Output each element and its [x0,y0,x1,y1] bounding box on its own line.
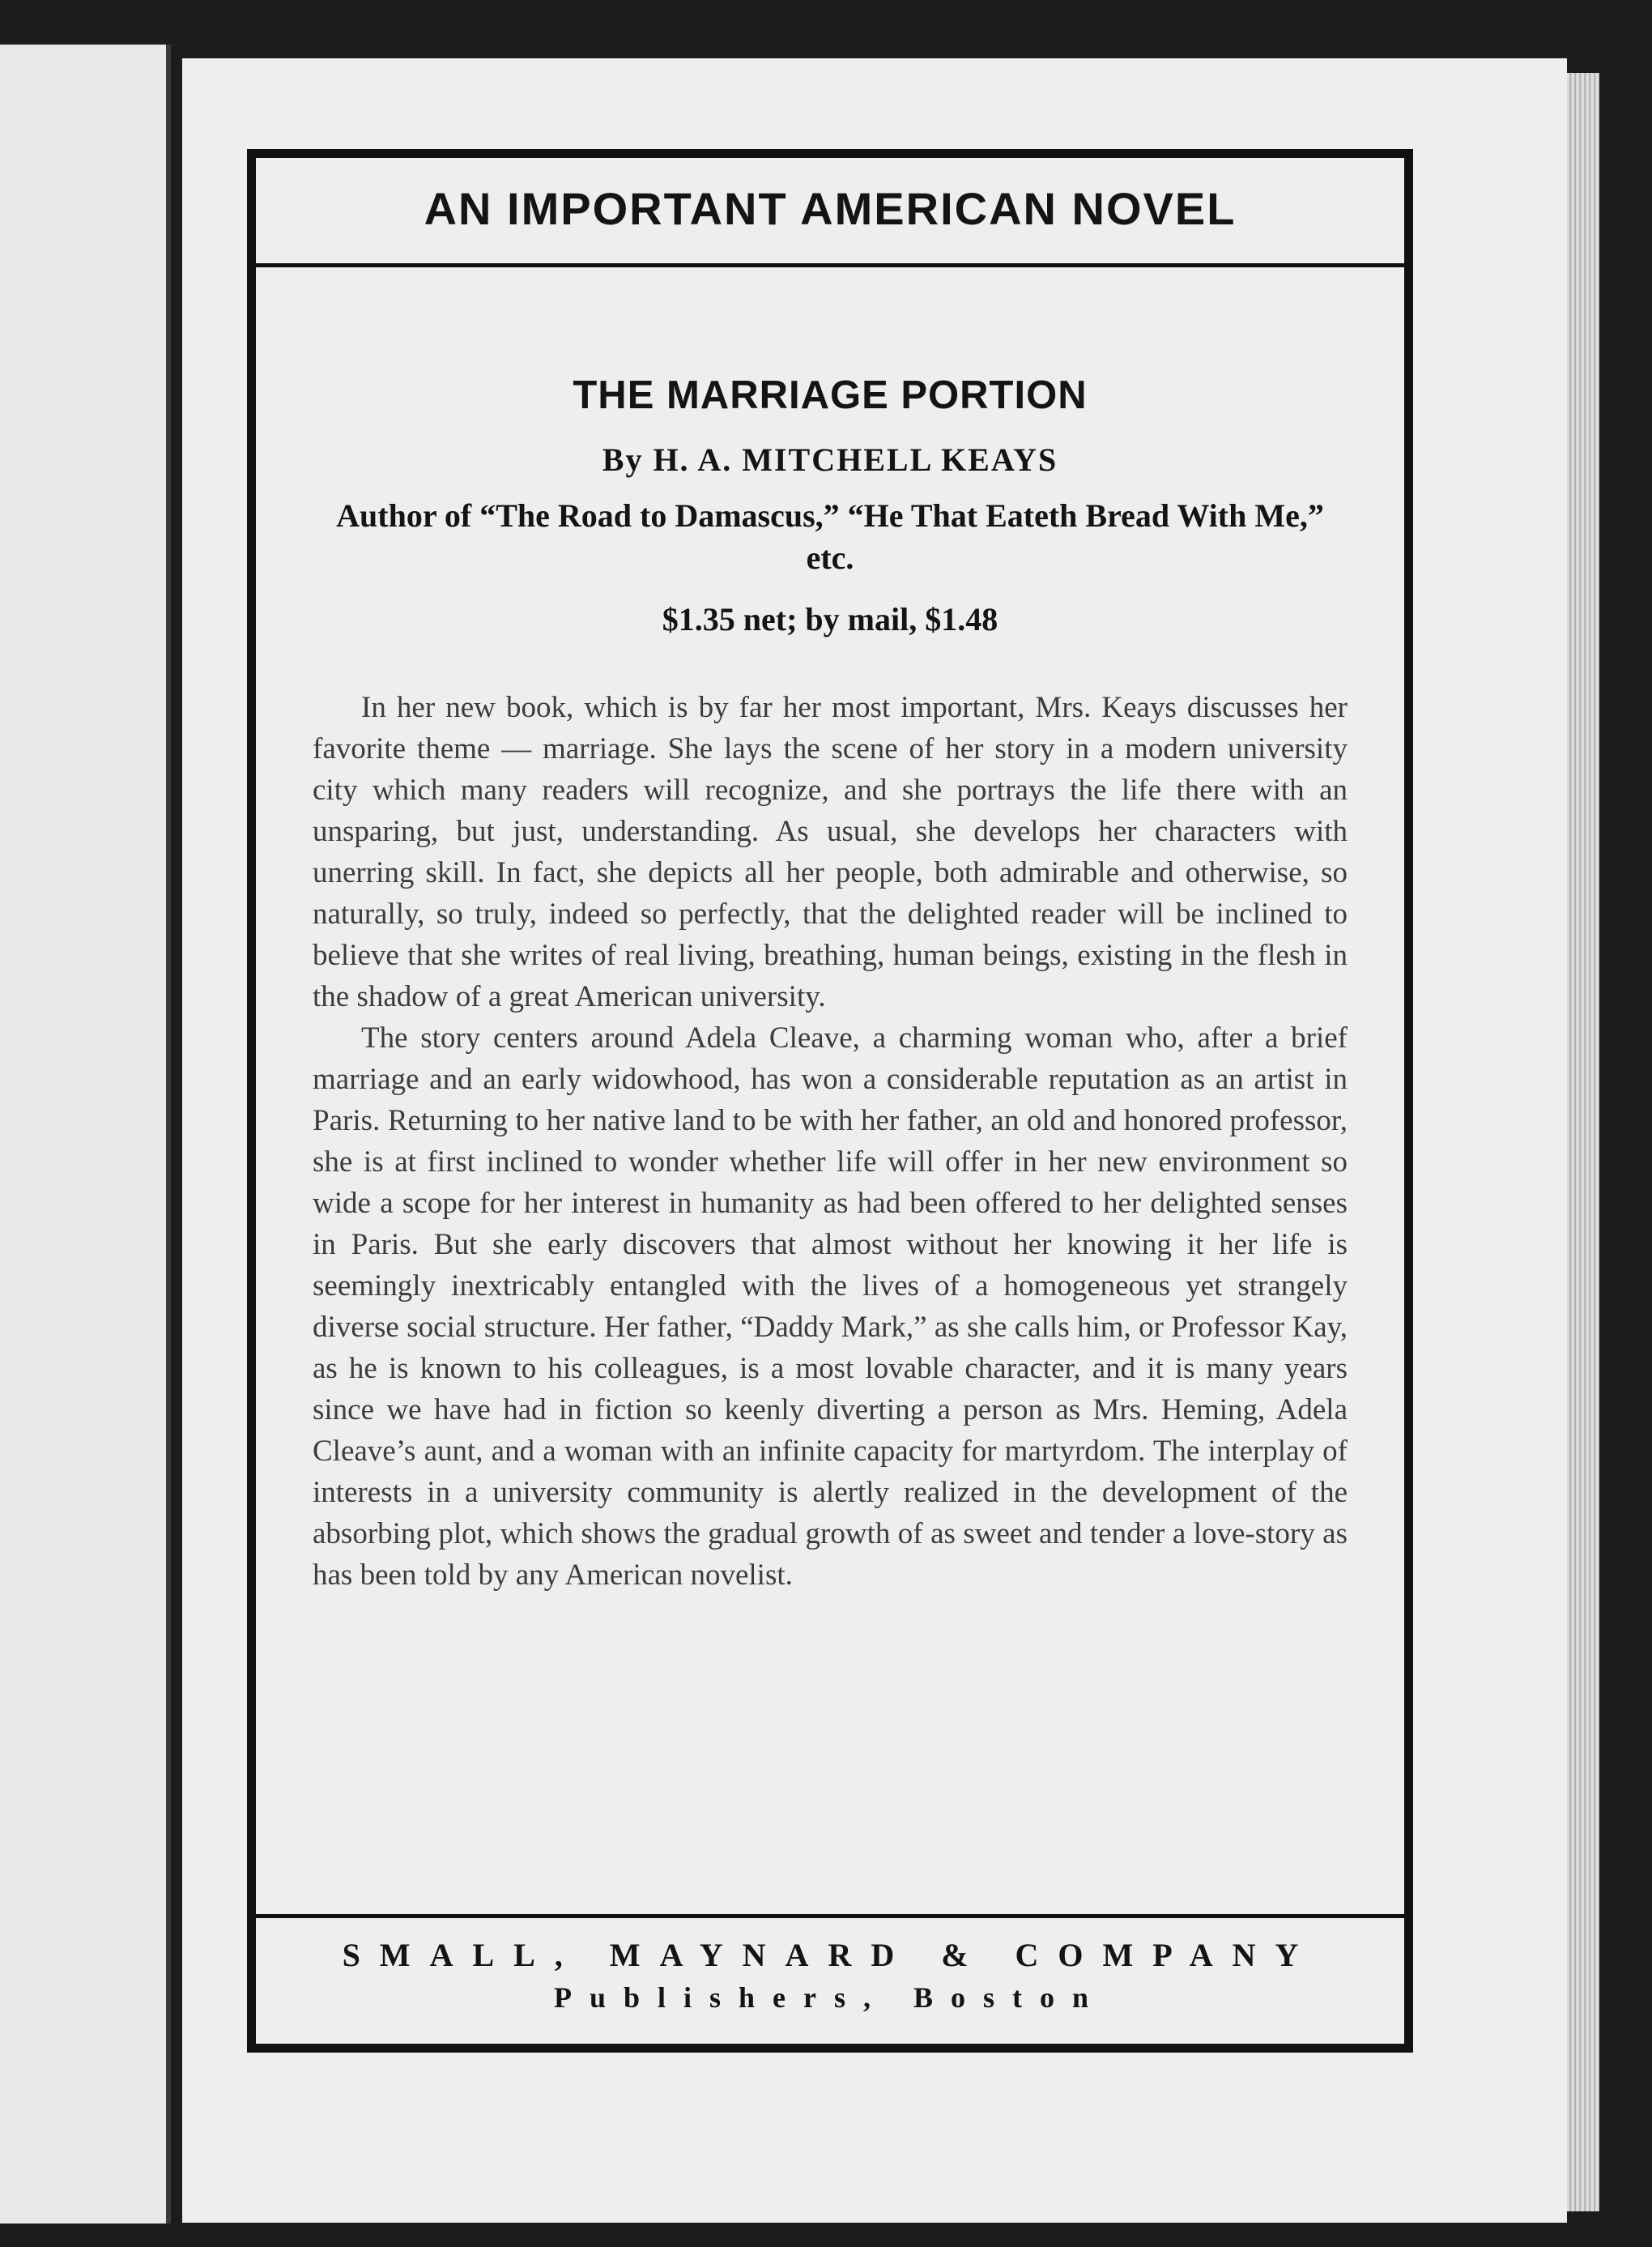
description-paragraph: The story centers around Adela Cleave, a charming woman who, after a brief marriage and an early widowhood, has won a considerable reputation as an artist in Paris. Returning to her native land to be with her father, an old and honored professor, she is at first inclined to wonder whether life will offer in her new environment so wide a scope for her interest in humanity as had been offered to her delighted senses in Paris. But she early discovers that almost without her knowing it her life is seemingly inextricably entangled with the lives of a homogeneous yet strangely diverse social structure. Her father, “Daddy Mark,” as she calls him, or Professor Kay, as he is known to his colleagues, is a most lovable character, and it is many years since we have had in fiction so keenly diverting a person as Mrs. Heming, Adela Cleave’s aunt, and a woman with an infinite capacity for martyrdom. The interplay of interests in a university community is alertly realized in the development of the absorbing plot, which shows the gradual growth of as sweet and tender a love-story as has been told by any American novelist. [313,1021,1348,1592]
description-paragraph: In her new book, which is by far her most important, Mrs. Keays discusses her favorite theme — marriage. She lays the scene of her story in a modern university city which many readers will recognize, and she portrays the life there with an unsparing, but just, understanding. As usual, she develops her characters with unerring skill. In fact, she depicts all her people, both admirable and otherwise, so naturally, so truly, indeed so perfectly, that the delighted reader will be inclined to believe that she writes of real living, breathing, human beings, existing in the flesh in the shadow of a great American university. [313,691,1348,1013]
ad-header [256,158,1404,267]
scanned-page [182,58,1567,2223]
ad-body [313,373,1348,1596]
book-price: $1.35 net; by mail, $1.48 [662,601,998,637]
previous-page-edge [0,45,171,2224]
page-stack-edges [1567,73,1599,2211]
author-byline: By H. A. MITCHELL KEAYS [602,441,1058,478]
advertisement-frame [247,149,1413,2053]
ad-footer [256,1914,1404,2044]
author-previous-works: Author of “The Road to Damascus,” “He That Eateth Bread With Me,” etc. [336,497,1324,576]
book-title: THE MARRIAGE PORTION [573,373,1088,417]
publisher-name: SMALL, MAYNARD & COMPANY [342,1937,1318,1973]
ad-headline: AN IMPORTANT AMERICAN NOVEL [424,183,1237,234]
book-description [313,687,1348,1596]
publisher-location: Publishers, Boston [553,1981,1107,2014]
